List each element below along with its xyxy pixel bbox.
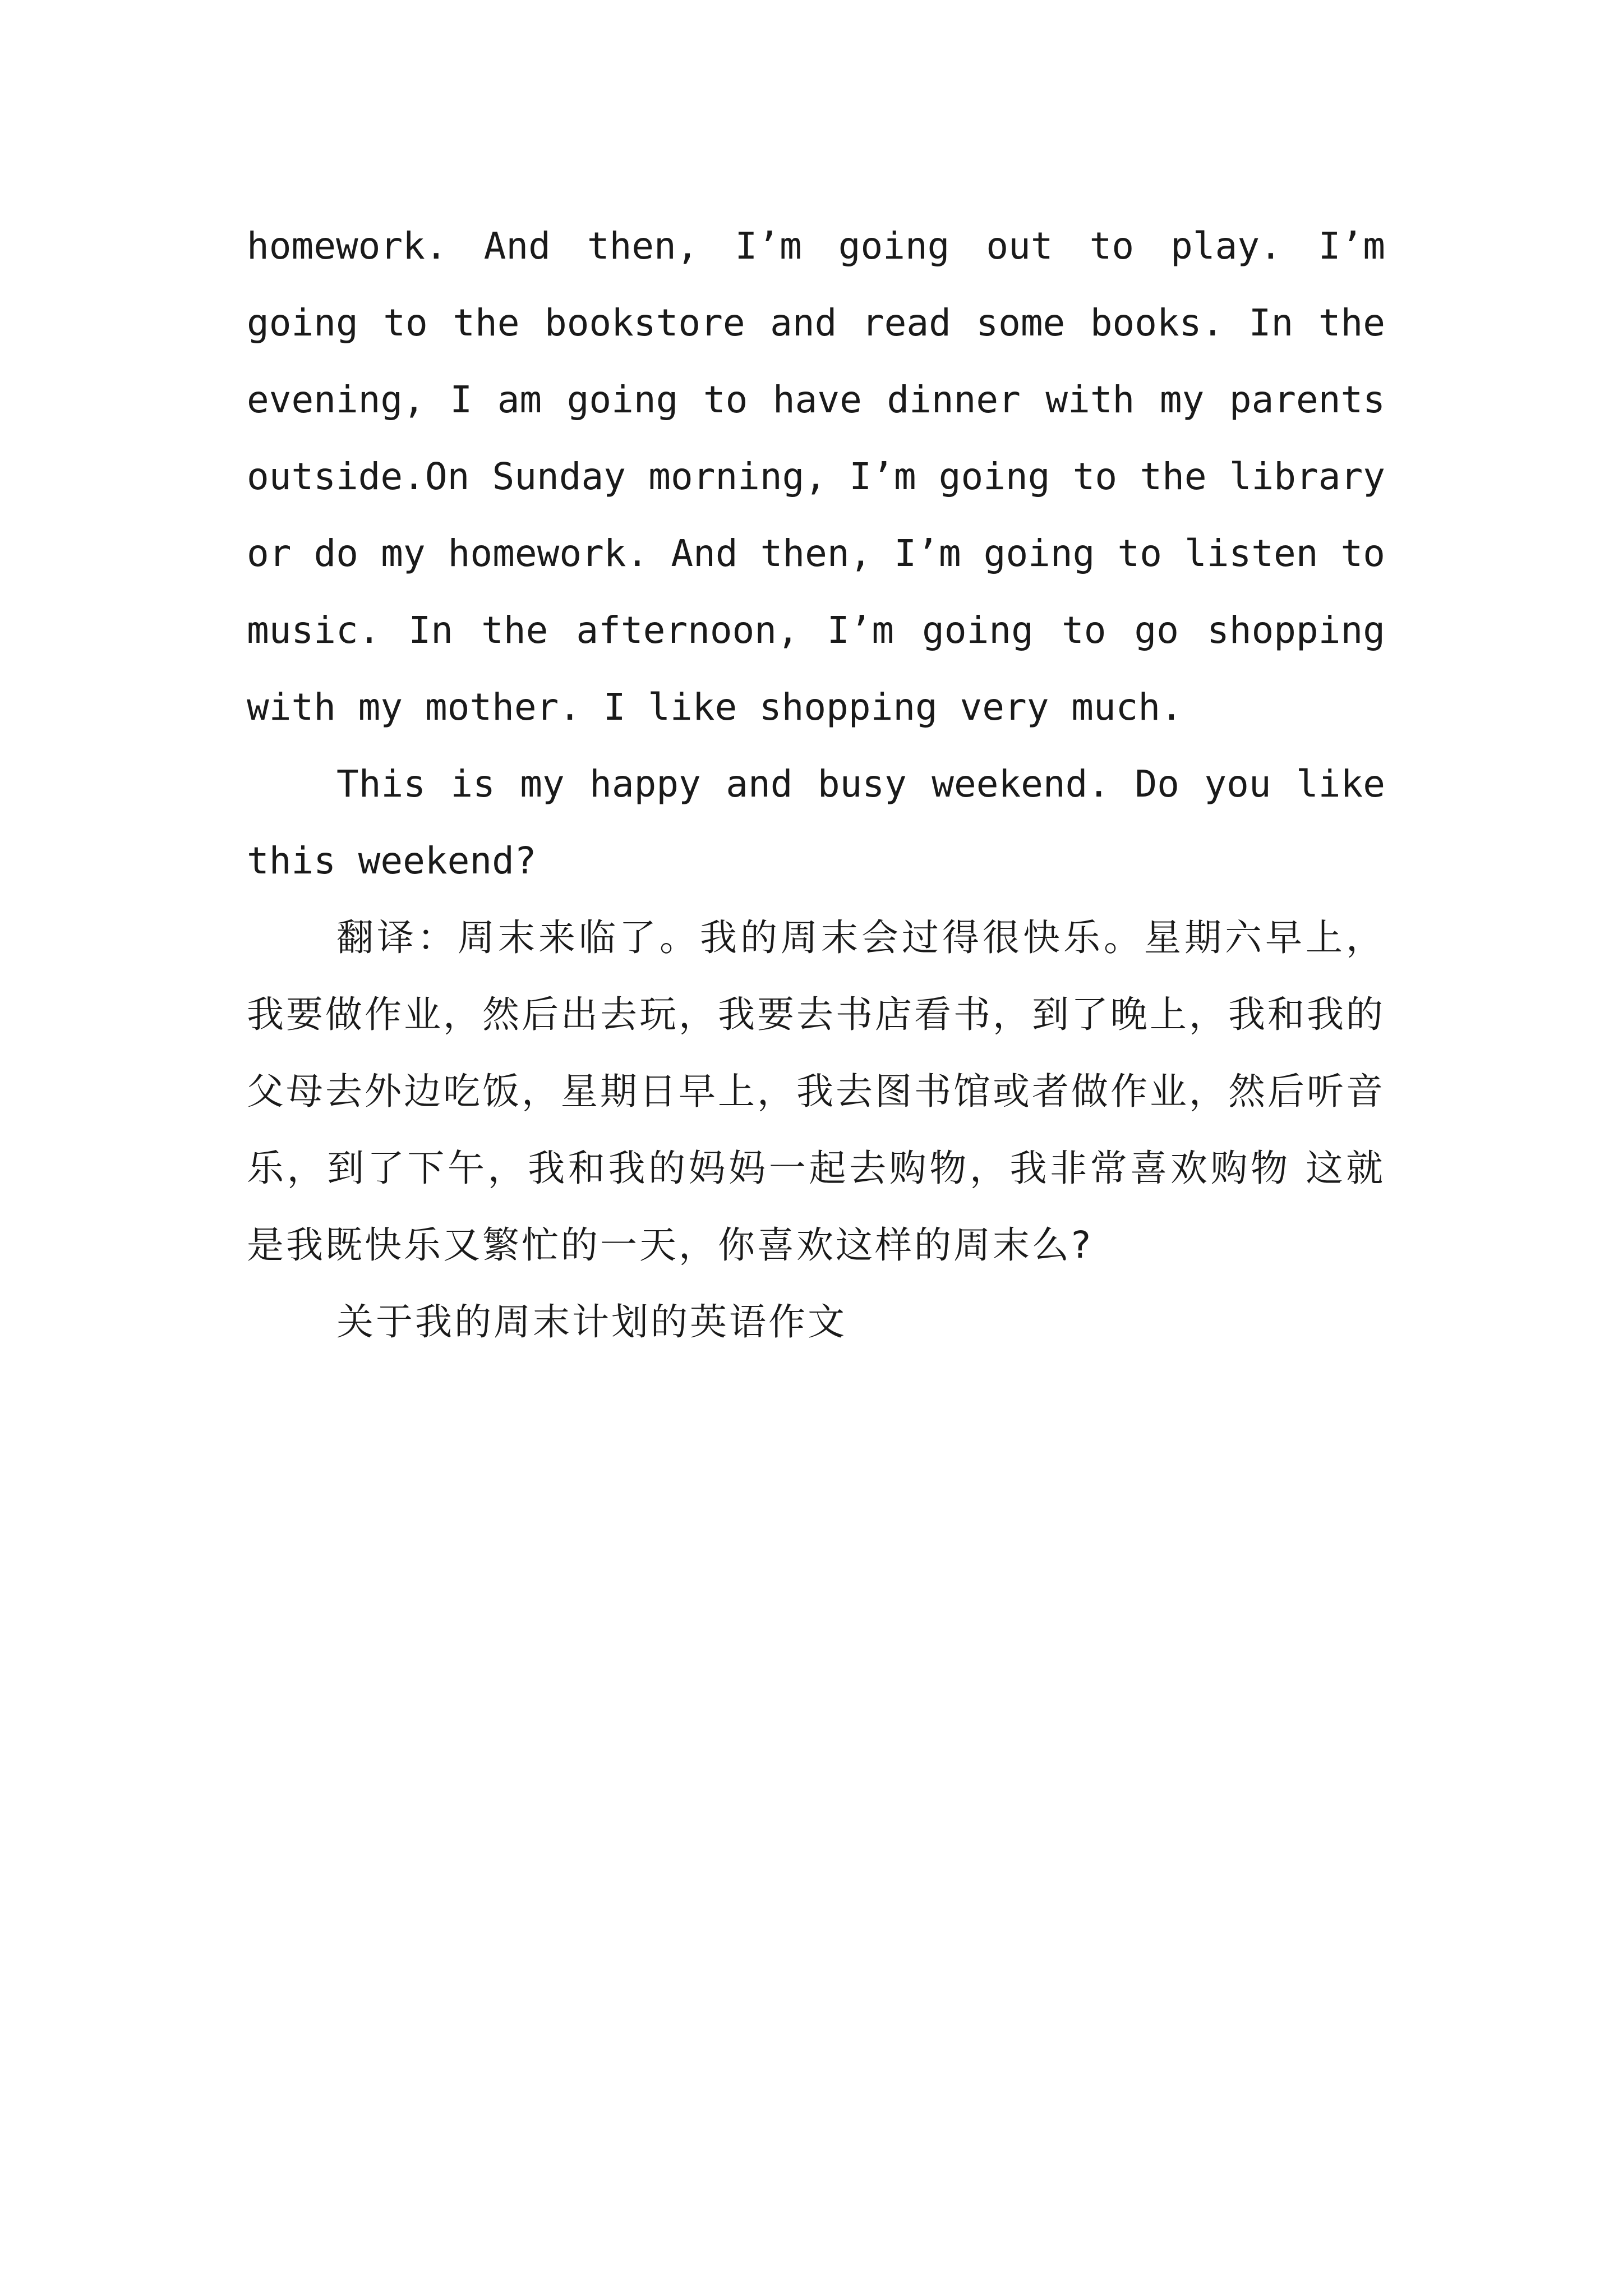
paragraph-weekend-plan: homework. And then, I’m going out to play. I’m going to the bookstore and read some books. In the evening, I am going to have dinner with my parents outside.On Sunday morning, I’m going to the library or do my homework. And then, I’m going to listen to music. In the afternoon, I’m going to go shopping with my mother. I like shopping very much. <box>247 224 1385 729</box>
paragraph-translation: 翻译：周末来临了。我的周末会过得很快乐。星期六早上，我要做作业，然后出去玩，我要去书店看书，到了晚上，我和我的父母去外边吃饭，星期日早上，我去图书馆或者做作业，然后听音乐，到了下午，我和我的妈妈一起去购物，我非常喜欢购物 这就是我既快乐又繁忙的一天，你喜欢这样的周末么? <box>247 916 1385 1267</box>
paragraph-next-title: 关于我的周末计划的英语作文 <box>336 1300 847 1343</box>
paragraph-closing-question: This is my happy and busy weekend. Do you like this weekend? <box>247 762 1385 882</box>
document-body <box>247 208 1385 1360</box>
